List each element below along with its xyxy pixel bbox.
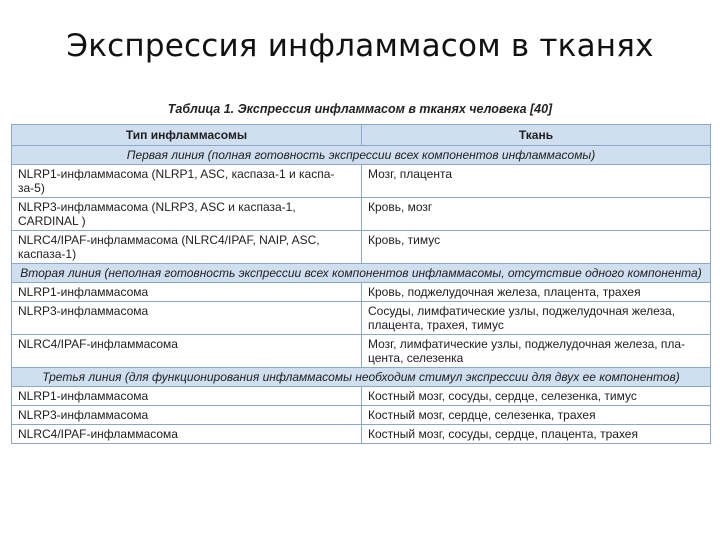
slide-title: Экспрессия инфламмасом в тканях	[66, 28, 654, 64]
section-row-third-line	[12, 368, 711, 387]
table-header-row	[12, 125, 711, 146]
table-caption: Таблица 1. Экспрессия инфламмасом в тканях человека [40]	[167, 102, 553, 116]
tissue-cell: Мозг, лимфатические узлы, поджелудочная железа, пла-цента, селезенка	[362, 335, 711, 368]
tissue-cell: Костный мозг, сердце, селезенка, трахея	[362, 406, 711, 425]
table-row	[12, 165, 711, 198]
section-title: Первая линия (полная готовность экспрессии всех компонентов инфламмасомы)	[12, 146, 711, 165]
section-row-second-line	[12, 264, 711, 283]
header-tissue: Ткань	[362, 125, 711, 146]
section-title: Вторая линия (неполная готовность экспрессии всех компонентов инфламмасомы, отсутствие одного компонента)	[12, 264, 711, 283]
table-row	[12, 406, 711, 425]
section-title: Третья линия (для функционирования инфламмасомы необходим стимул экспрессии для двух ее компонентов)	[12, 368, 711, 387]
inflammasome-type-cell: NLRP1-инфламмасома (NLRP1, ASC, каспаза-1 и каспа-за-5)	[12, 165, 362, 198]
inflammasome-type-cell: NLRP1-инфламмасома	[12, 387, 362, 406]
tissue-cell: Кровь, мозг	[362, 198, 711, 231]
table-row	[12, 425, 711, 444]
inflammasome-type-cell: NLRP3-инфламмасома (NLRP3, ASC и каспаза-1, CARDINAL )	[12, 198, 362, 231]
inflammasome-type-cell: NLRP3-инфламмасома	[12, 302, 362, 335]
table-row	[12, 283, 711, 302]
tissue-cell: Костный мозг, сосуды, сердце, селезенка, тимус	[362, 387, 711, 406]
section-row-first-line	[12, 146, 711, 165]
table-row	[12, 387, 711, 406]
table-row	[12, 198, 711, 231]
tissue-cell: Сосуды, лимфатические узлы, поджелудочная железа, плацента, трахея, тимус	[362, 302, 711, 335]
header-inflammasome-type: Тип инфламмасомы	[12, 125, 362, 146]
inflammasome-type-cell: NLRC4/IPAF-инфламмасома	[12, 425, 362, 444]
tissue-cell: Костный мозг, сосуды, сердце, плацента, трахея	[362, 425, 711, 444]
table-row	[12, 231, 711, 264]
inflammasome-type-cell: NLRC4/IPAF-инфламмасома	[12, 335, 362, 368]
table-row	[12, 302, 711, 335]
table-row	[12, 335, 711, 368]
tissue-cell: Кровь, поджелудочная железа, плацента, трахея	[362, 283, 711, 302]
inflammasome-type-cell: NLRP3-инфламмасома	[12, 406, 362, 425]
inflammasome-type-cell: NLRP1-инфламмасома	[12, 283, 362, 302]
tissue-cell: Мозг, плацента	[362, 165, 711, 198]
tissue-cell: Кровь, тимус	[362, 231, 711, 264]
inflammasome-type-cell: NLRC4/IPAF-инфламмасома (NLRC4/IPAF, NAIP, ASC, каспаза-1)	[12, 231, 362, 264]
inflammasome-table	[11, 124, 711, 444]
